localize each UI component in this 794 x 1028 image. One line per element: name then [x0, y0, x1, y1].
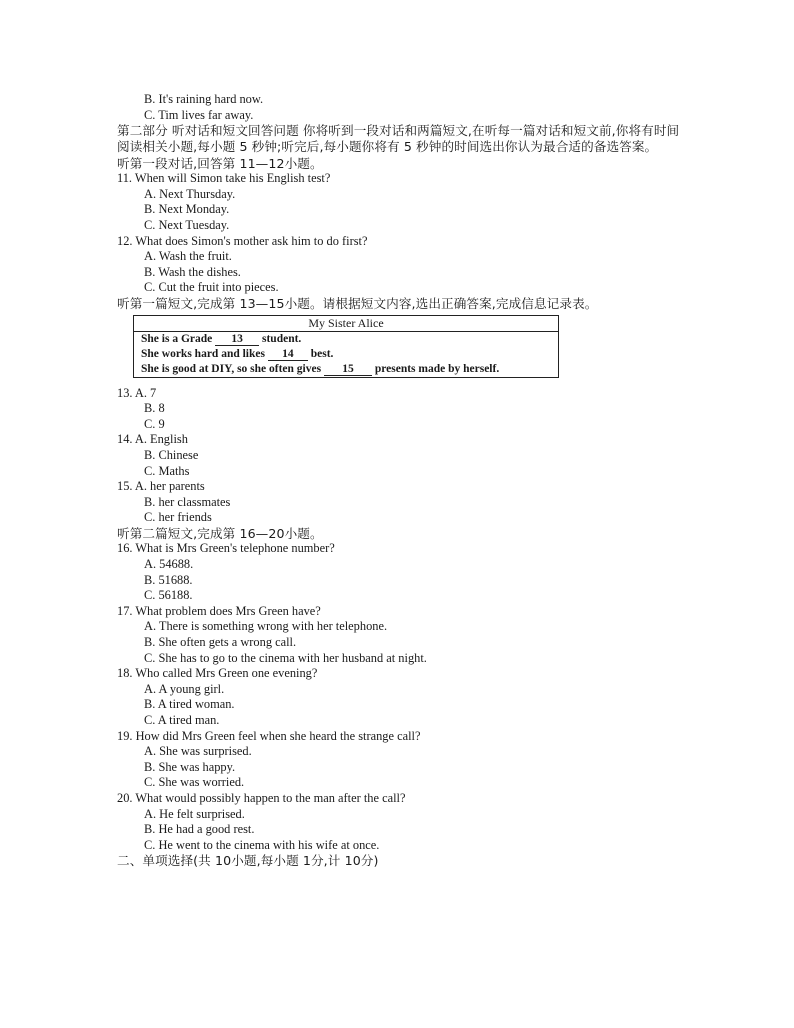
row-text: student.	[262, 332, 302, 345]
option-b: B. 8	[144, 401, 165, 416]
table-row-2	[134, 347, 558, 362]
option-b: B. He had a good rest.	[144, 822, 255, 837]
option-a: A. Next Thursday.	[144, 186, 236, 201]
option-a: A. He felt surprised.	[144, 806, 245, 821]
passage2-intro: 听第二篇短文,完成第 16—20小题。	[117, 525, 323, 541]
option-c: C. 9	[144, 416, 165, 431]
option-b: B. 51688.	[144, 572, 193, 587]
option-c: C. A tired man.	[144, 713, 220, 727]
option-c: C. 56188.	[144, 588, 193, 603]
passage1-intro: 听第一篇短文,完成第 13—15小题。请根据短文内容,选出正确答案,完成信息记录表。	[117, 295, 598, 311]
question-stem: 19. How did Mrs Green feel when she heard the strange call?	[117, 728, 421, 743]
option-b: B. Next Monday.	[144, 202, 230, 217]
row-text: She is good at DIY, so she often gives	[141, 362, 322, 375]
question-17	[117, 604, 687, 666]
question-20	[117, 791, 687, 853]
row-text: presents made by herself.	[374, 362, 500, 375]
blank-14: 14	[268, 348, 308, 361]
row-text: She works hard and likes	[141, 347, 265, 360]
option-b: B. She often gets a wrong call.	[144, 635, 297, 650]
question-18	[117, 666, 687, 728]
option-a: A. There is something wrong with her telephone.	[144, 619, 388, 634]
option-a: A. Wash the fruit.	[144, 249, 232, 264]
option-b: B. A tired woman.	[144, 697, 235, 712]
question-11	[117, 171, 687, 233]
option-b: B. She was happy.	[144, 759, 236, 774]
row-text: She is a Grade	[141, 332, 213, 345]
option-a: 13. A. 7	[117, 385, 157, 400]
table-row-1	[134, 332, 558, 347]
question-stem: 12. What does Simon's mother ask him to do first?	[117, 233, 368, 248]
question-stem: 18. Who called Mrs Green one evening?	[117, 666, 318, 681]
option-a: A. A young girl.	[144, 681, 225, 696]
option-c: C. She has to go to the cinema with her husband at night.	[144, 650, 427, 665]
blank-15: 15	[324, 363, 372, 376]
question-16	[117, 541, 687, 603]
option-b: B. It's raining hard now.	[144, 92, 264, 106]
table-row-3	[134, 362, 558, 377]
question-stem: 20. What would possibly happen to the man after the call?	[117, 790, 406, 805]
option-c: C. She was worried.	[144, 775, 245, 790]
option-c: C. He went to the cinema with his wife at once.	[144, 837, 380, 852]
option-b: B. Wash the dishes.	[144, 264, 241, 279]
table-title: My Sister Alice	[134, 316, 558, 332]
option-c: C. Cut the fruit into pieces.	[144, 280, 279, 295]
question-13	[117, 386, 687, 433]
question-19	[117, 729, 687, 791]
option-a: 15. A. her parents	[117, 479, 205, 494]
option-a: A. 54688.	[144, 557, 194, 572]
info-record-table	[133, 315, 559, 378]
part2-instructions: 第二部分 听对话和短文回答问题 你将听到一段对话和两篇短文,在听每一篇对话和短文前,你将有时间阅读相关小题,每小题 5 秒钟;听完后,每小题你将有 5 秒钟的时间选出你认为最合适的备选答案。	[117, 123, 680, 155]
option-b: B. Chinese	[144, 447, 199, 462]
question-15	[117, 479, 687, 526]
option-c: C. her friends	[144, 510, 212, 525]
question-12	[117, 234, 687, 296]
dialogue-intro: 听第一段对话,回答第 11—12小题。	[117, 155, 323, 171]
blank-13: 13	[215, 333, 259, 346]
question-stem: 16. What is Mrs Green's telephone number?	[117, 541, 335, 556]
option-c: C. Maths	[144, 463, 190, 478]
question-14	[117, 432, 687, 479]
section2-heading: 二、单项选择(共 10小题,每小题 1分,计 10分)	[117, 853, 379, 869]
exam-content	[117, 92, 687, 869]
question-stem: 17. What problem does Mrs Green have?	[117, 603, 321, 618]
row-text: best.	[310, 347, 334, 360]
option-a: A. She was surprised.	[144, 744, 252, 759]
option-b: B. her classmates	[144, 494, 231, 509]
option-c: C. Tim lives far away.	[144, 107, 254, 122]
option-a: 14. A. English	[117, 432, 188, 447]
option-c: C. Next Tuesday.	[144, 217, 230, 232]
question-stem: 11. When will Simon take his English test?	[117, 171, 331, 186]
